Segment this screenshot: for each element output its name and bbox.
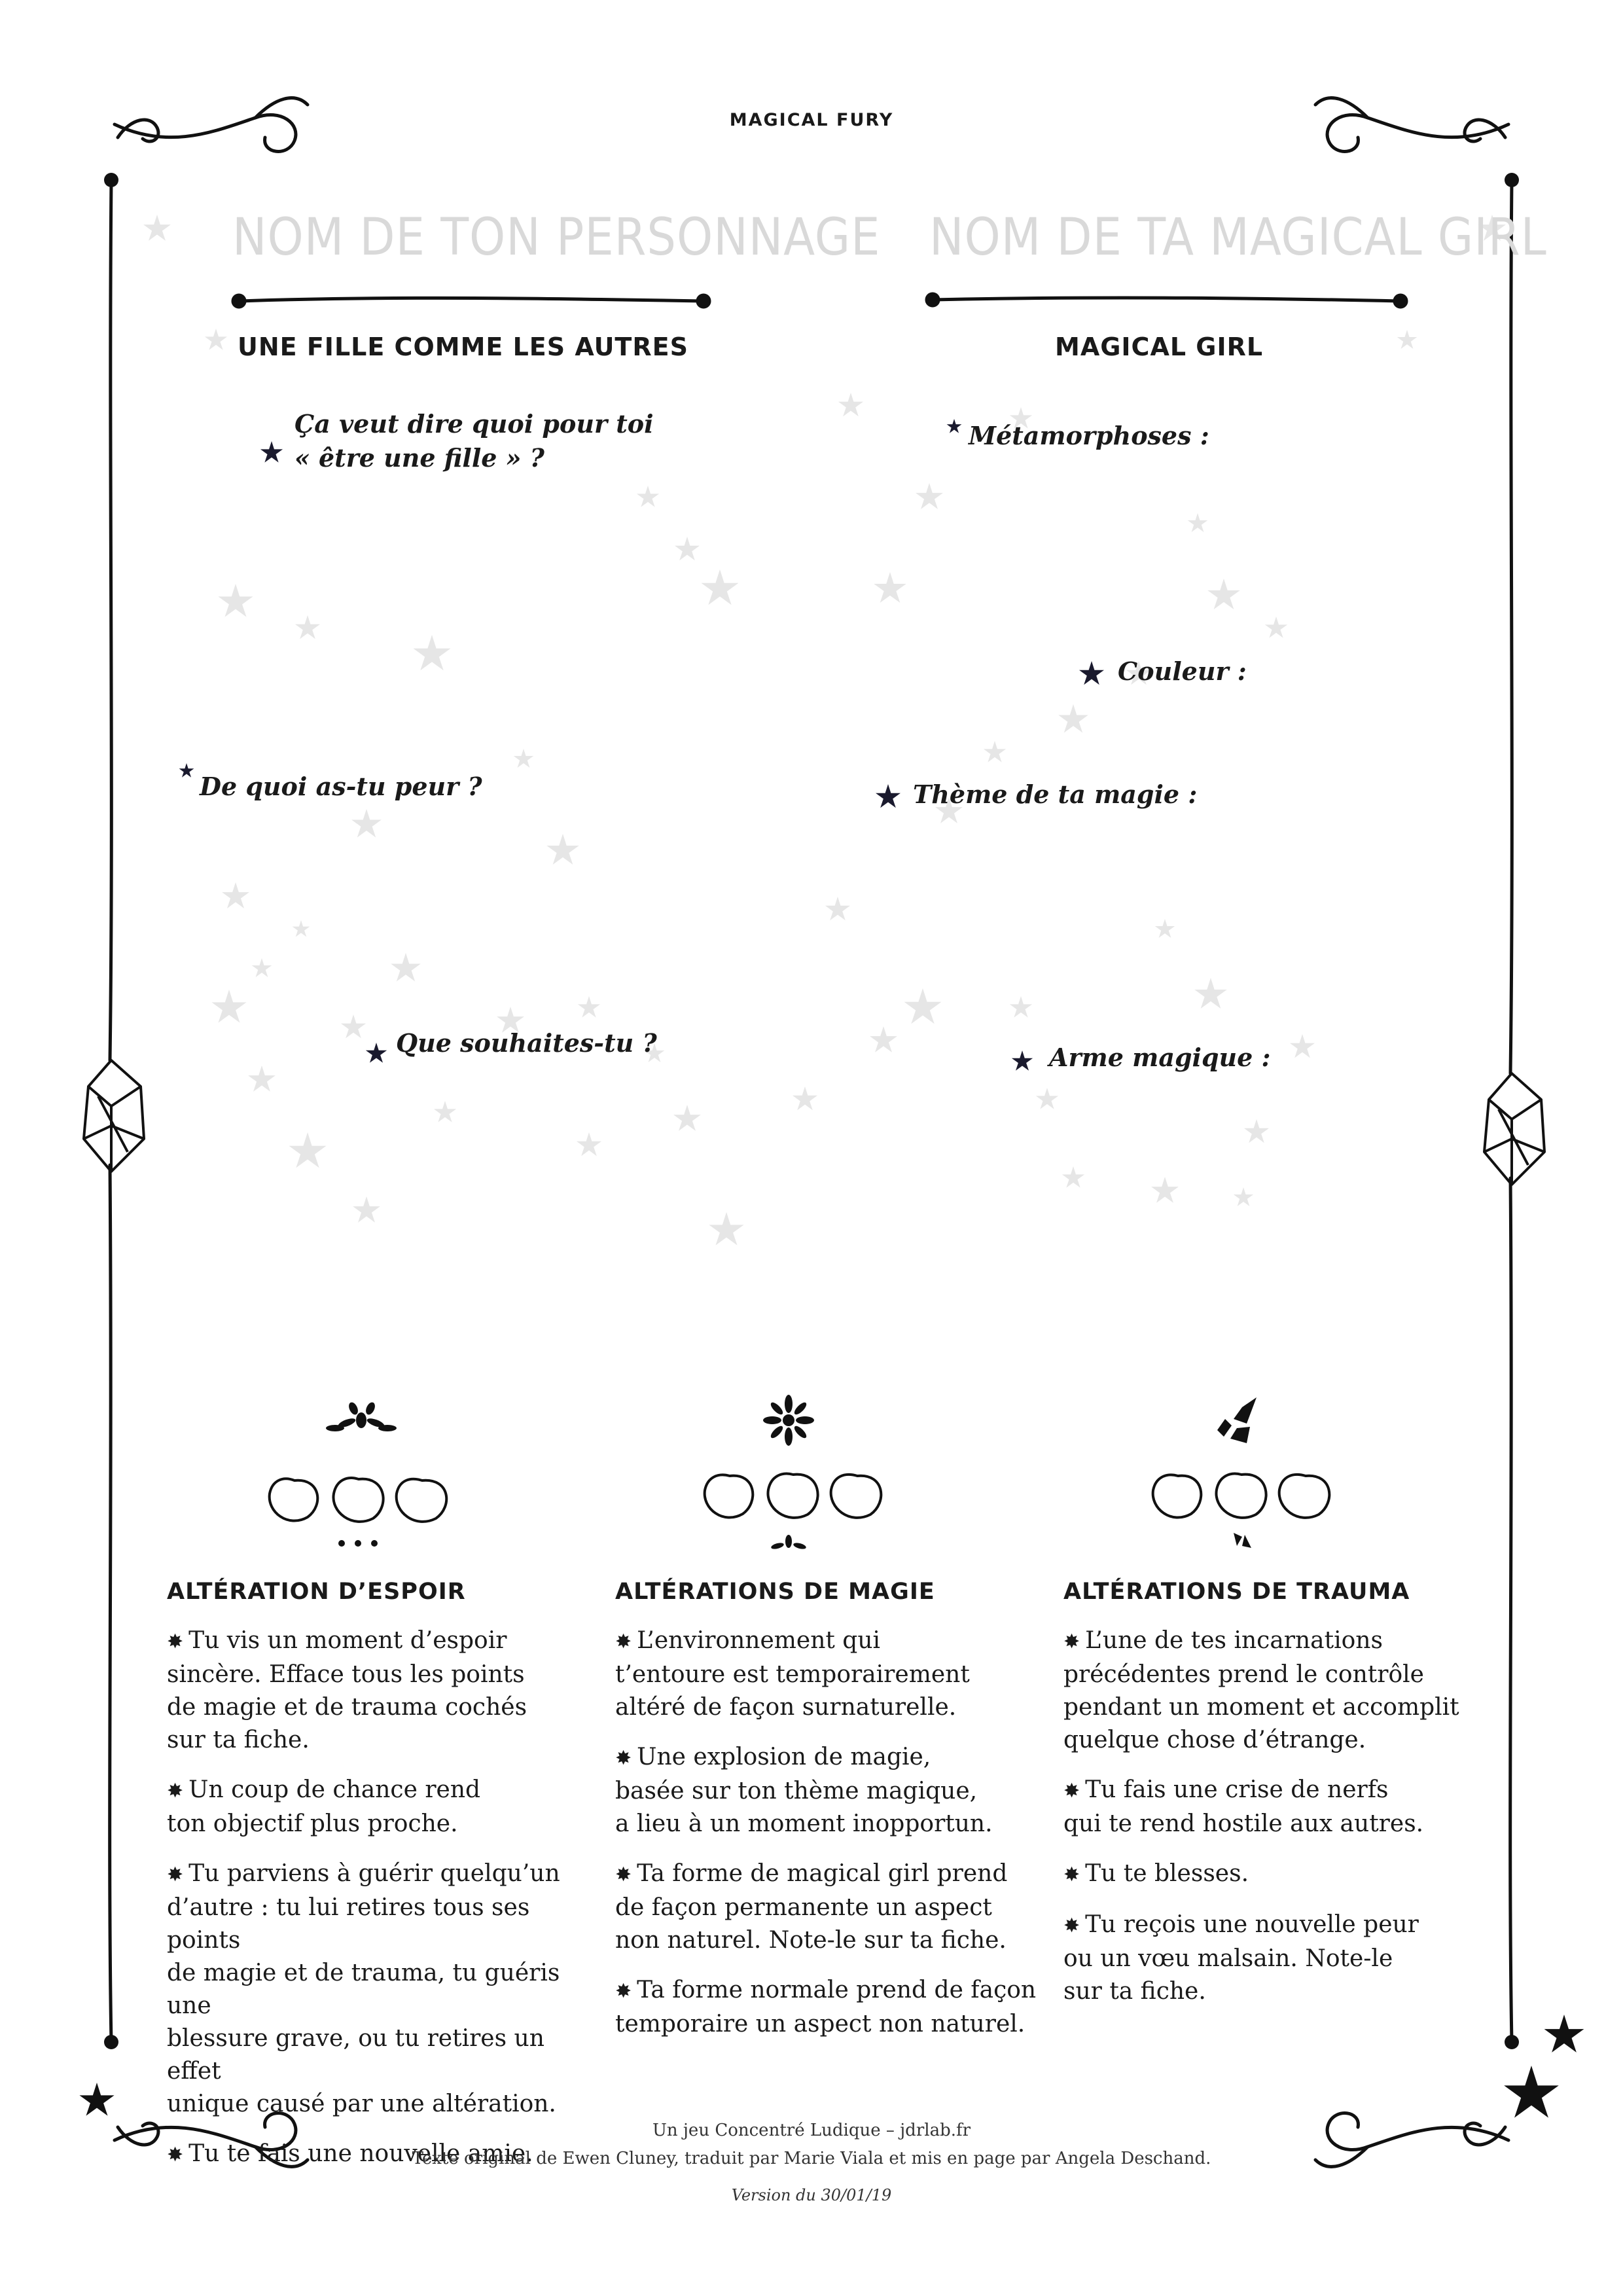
bullet-star-icon: ✸ [615, 1980, 632, 2003]
right-section-title: MAGICAL GIRL [1055, 332, 1264, 361]
bullet-star-icon: ✸ [167, 1630, 184, 1653]
trauma-item: ✸ L’une de tes incarnations précédentes prend le contrôle pendant un moment et accomplit quelque chose d’étrange. [1063, 1627, 1459, 1753]
magic-item: ✸ L’environnement qui t’entoure est temporairement altéré de façon surnaturelle. [615, 1627, 970, 1721]
bullet-star-icon: ✸ [615, 1630, 632, 1653]
bullet-star-icon: ✸ [167, 1780, 184, 1803]
footer-credits-line1: Un jeu Concentré Ludique – jdrlab.fr [652, 2121, 971, 2140]
question-being-a-girl-line1: Ça veut dire quoi pour toi [294, 409, 654, 439]
magic-item: ✸ Une explosion de magie, basée sur ton thème magique, a lieu à un moment inopportun. [615, 1744, 993, 1837]
name-underlines [233, 294, 1406, 307]
trauma-item: ✸ Tu reçois une nouvelle peur ou un vœu malsain. Note-le sur ta fiche. [1063, 1911, 1419, 2005]
hope-item: ✸ Un coup de chance rend ton objectif plus proche. [167, 1776, 481, 1837]
question-being-a-girl-line2: « être une fille » ? [294, 443, 544, 473]
question-fear: De quoi as-tu peur ? [200, 772, 482, 801]
hope-item: ✸ Tu vis un moment d’espoir sincère. Efface tous les points de magie et de trauma cochés sur ta fiche. [167, 1627, 527, 1753]
bullet-star-icon: ✸ [1063, 1914, 1080, 1937]
hope-alterations [167, 1579, 599, 2189]
trauma-circles [1153, 1474, 1330, 1518]
hope-circles [270, 1478, 447, 1522]
question-transformations: Métamorphoses : [969, 421, 1209, 450]
bullet-star-icon: ✸ [1063, 1863, 1080, 1886]
bullet-star-icon: ✸ [1063, 1630, 1080, 1653]
trauma-alterations-title: ALTÉRATIONS DE TRAUMA [1063, 1579, 1410, 1605]
left-section-title: UNE FILLE COMME LES AUTRES [238, 332, 688, 361]
bullet-star-icon: ✸ [1063, 1780, 1080, 1803]
magic-item: ✸ Ta forme normale prend de façon temporaire un aspect non naturel. [615, 1977, 1037, 2037]
hope-icon [326, 1401, 397, 1431]
magic-circles [705, 1474, 882, 1518]
magic-item: ✸ Ta forme de magical girl prend de façon permanente un aspect non naturel. Note-le sur ta fiche. [615, 1860, 1008, 1954]
question-magic-theme: Thème de ta magie : [913, 780, 1198, 809]
background-stars [143, 215, 1506, 1246]
bullet-star-icon: ✸ [615, 1747, 632, 1770]
hope-alterations-title: ALTÉRATION D’ESPOIR [167, 1579, 466, 1605]
question-wish: Que souhaites-tu ? [396, 1028, 657, 1058]
bullet-star-icon: ✸ [167, 2144, 184, 2166]
magical-girl-name-placeholder[interactable]: NOM DE TA MAGICAL GIRL [929, 208, 1547, 267]
magic-icon [763, 1395, 814, 1446]
question-color: Couleur : [1118, 656, 1247, 686]
question-being-a-girl [294, 407, 654, 475]
footer-credits-line2: Texte original de Ewen Cluney, traduit par Marie Viala et mis en page par Angela Deschand. [412, 2149, 1211, 2168]
trauma-item: ✸ Tu fais une crise de nerfs qui te rend hostile aux autres. [1063, 1776, 1424, 1837]
question-magic-weapon: Arme magique : [1049, 1043, 1271, 1072]
trauma-item: ✸ Tu te blesses. [1063, 1860, 1249, 1887]
hope-item: ✸ Tu parviens à guérir quelqu’un d’autre : tu lui retires tous ses points de magie et de trauma, tu guéris une blessure grave, ou tu retires un effet unique causé par une altération. [167, 1860, 560, 2117]
crystal-right [1484, 1073, 1544, 1185]
hope-item: ✸ Tu te fais une nouvelle amie. [167, 2140, 533, 2167]
sheet-title: MAGICAL FURY [729, 110, 894, 130]
magic-alterations [615, 1579, 1047, 2058]
bullet-star-icon: ✸ [615, 1863, 632, 1886]
circle-footers [338, 1533, 1251, 1550]
magic-alterations-title: ALTÉRATIONS DE MAGIE [615, 1579, 935, 1605]
trauma-icon [1217, 1397, 1257, 1443]
crystal-left [84, 1060, 144, 1172]
bullet-star-icon: ✸ [167, 1863, 184, 1886]
trauma-alterations [1063, 1579, 1495, 2025]
question-stars [179, 419, 1104, 1071]
footer-version: Version du 30/01/19 [731, 2186, 892, 2204]
character-name-placeholder[interactable]: NOM DE TON PERSONNAGE [232, 208, 881, 267]
